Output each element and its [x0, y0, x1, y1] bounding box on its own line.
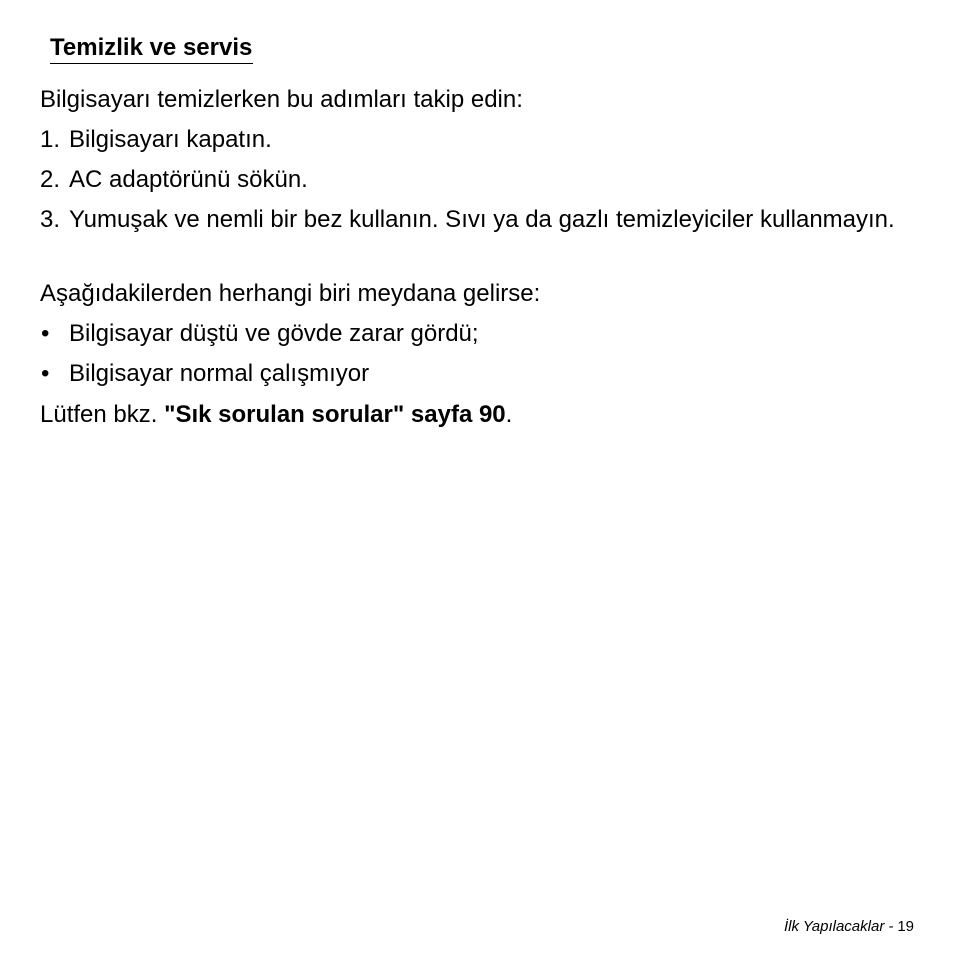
bullet-item-1	[40, 318, 915, 350]
section-heading: Temizlik ve servis	[50, 33, 253, 64]
footer-chapter-title: İlk Yapılacaklar	[783, 918, 885, 935]
reference-suffix: .	[505, 401, 513, 428]
page-footer	[784, 918, 914, 936]
step-item-1	[40, 124, 915, 156]
step-text: Yumuşak ve nemli bir bez kullanın. Sıvı ya da gazlı temizleyiciler kullanmayın.	[69, 206, 895, 233]
reference-prefix: Lütfen bkz.	[40, 401, 165, 428]
step-item-2	[40, 164, 915, 196]
bullet-icon: •	[41, 320, 50, 347]
footer-separator: -	[888, 918, 894, 935]
step-text: Bilgisayarı kapatın.	[69, 126, 272, 153]
bullet-text: Bilgisayar düştü ve gövde zarar gördü;	[69, 320, 479, 347]
bullet-icon: •	[41, 360, 50, 387]
reference-paragraph	[40, 399, 512, 431]
intro-paragraph: Bilgisayarı temizlerken bu adımları takip edin:	[40, 86, 523, 113]
step-number: 2.	[40, 166, 61, 193]
step-item-3	[40, 204, 915, 236]
footer-page-number: 19	[897, 918, 914, 935]
conditions-paragraph: Aşağıdakilerden herhangi biri meydana gelirse:	[40, 280, 541, 307]
step-number: 3.	[40, 206, 61, 233]
step-number: 1.	[40, 126, 61, 153]
bullet-item-2	[40, 358, 915, 390]
bullet-text: Bilgisayar normal çalışmıyor	[69, 360, 370, 387]
reference-link[interactable]: "Sık sorulan sorular" sayfa 90	[164, 401, 506, 428]
step-text: AC adaptörünü sökün.	[69, 166, 308, 193]
